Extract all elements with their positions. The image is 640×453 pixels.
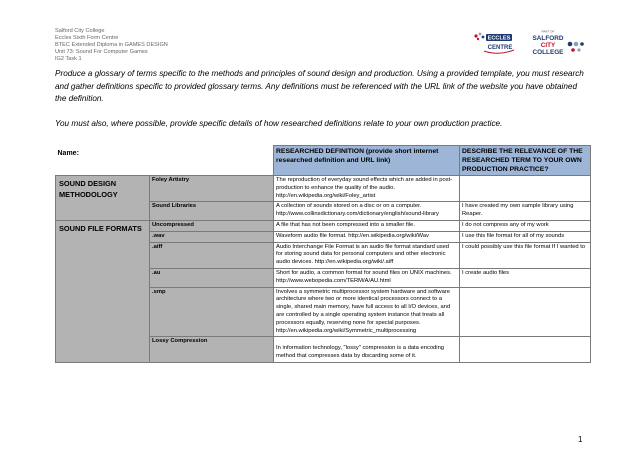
- logo-text: COLLEGE: [532, 49, 564, 56]
- table-header-row: [56, 146, 591, 176]
- instruction-paragraph: You must also, where possible, provide specific details of how researched definitions relate to your own production practice.: [55, 118, 503, 128]
- salford-city-college-logo: [528, 28, 584, 58]
- relevance-cell: [460, 176, 591, 202]
- page-number: 1: [578, 435, 583, 444]
- category-sound-file-formats: SOUND FILE FORMATS: [56, 220, 150, 362]
- definition-cell: Waveform audio file format. http://en.wikipedia.org/wiki/Wav: [274, 231, 460, 242]
- logo-text: CENTRE: [487, 45, 513, 51]
- definition-column-header: RESEARCHED DEFINITION (provide short internet researched definition and URL link): [274, 146, 460, 176]
- task-instructions: [55, 68, 590, 142]
- category-sound-design-methodology: SOUND DESIGN METHODOLOGY: [56, 176, 150, 221]
- term-cell: .aiff: [150, 242, 274, 268]
- logo-text: PART OF: [541, 29, 555, 34]
- document-header: [55, 28, 168, 63]
- header-line: BTEC Extended Diploma in GAMES DESIGN: [55, 42, 168, 48]
- term-cell: Foley Artistry: [150, 176, 274, 202]
- relevance-cell: I have created my own sample library using Reaper.: [460, 202, 591, 221]
- header-line: Salford City College: [55, 28, 105, 34]
- relevance-cell: I create audio files: [460, 268, 591, 287]
- term-cell: .wav: [150, 231, 274, 242]
- term-cell: Uncompressed: [150, 220, 274, 231]
- logo-text: ECCLES: [487, 35, 511, 42]
- term-cell: Sound Libraries: [150, 202, 274, 221]
- definition-cell: Audio Interchange File Format is an audio file format standard used for storing sound data for personal computers and other electronic audio devices. http://en.wikipedia.org/wiki/.aiff: [274, 242, 460, 268]
- term-cell: .au: [150, 268, 274, 287]
- table-row: [56, 220, 591, 231]
- relevance-cell: [460, 337, 591, 363]
- definition-cell: The reproduction of everyday sound effects which are added in post-production to enhance the quality of the audio. http://en.wikipedia.org/wiki/Foley_artist: [274, 176, 460, 202]
- relevance-cell: [460, 287, 591, 337]
- definition-cell: Involves a symmetric multiprocessor system hardware and software architecture where two or more identical processors connect to a single, shared main memory, have full access to all I/O devices, and are controlled by a single operating system instance that treats all processors equally, reserving none for special purposes. http://en.wikipedia.org/wiki/Symmetric_multiprocessing: [274, 287, 460, 337]
- glossary-table: [55, 145, 591, 363]
- header-line: IG2 Task 1: [55, 56, 82, 62]
- logo-text: SALFORD: [532, 35, 564, 42]
- name-label: Name:: [57, 149, 79, 157]
- eccles-centre-logo: [470, 30, 520, 58]
- definition-cell: In information technology, "lossy" compression is a data encoding method that compresses data by discarding some of it.: [274, 337, 460, 363]
- definition-cell: Short for audio, a common format for sound files on UNIX machines. http://www.webopedia.com/TERM/A/AU.html: [274, 268, 460, 287]
- relevance-cell: I use this file format for all of my sounds: [460, 231, 591, 242]
- relevance-column-header: DESCRIBE THE RELEVANCE OF THE RESEARCHED TERM TO YOUR OWN PRODUCTION PRACTICE?: [460, 146, 591, 176]
- term-cell: .smp: [150, 287, 274, 337]
- instruction-paragraph: Produce a glossary of terms specific to the methods and principles of sound design and production. Using a provided template, you must research and gather definitions specific to provided glossary terms. Any definitions must be referenced with the URL link of the website you have obtained the definition.: [55, 69, 584, 103]
- definition-cell: A collection of sounds stored on a disc or on a computer. http://www.collinsdictionary.com/dictionary/english/sound-library: [274, 202, 460, 221]
- header-line: Eccles Sixth Form Centre: [55, 35, 119, 41]
- definition-cell: A file that has not been compressed into a smaller file.: [274, 220, 460, 231]
- relevance-cell: I could possibly use this file format If I wanted to: [460, 242, 591, 268]
- table-row: [56, 176, 591, 202]
- logo-text: CITY: [540, 42, 556, 49]
- term-cell: Lossy Compression: [150, 337, 274, 363]
- header-line: Unit 73: Sound For Computer Games: [55, 49, 148, 55]
- relevance-cell: I do not compress any of my work: [460, 220, 591, 231]
